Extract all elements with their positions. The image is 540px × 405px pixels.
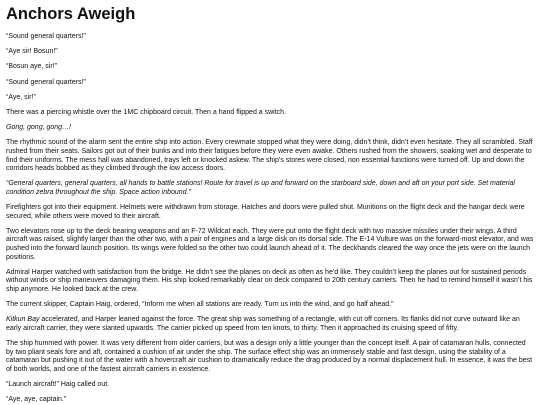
story-body bbox=[6, 33, 534, 405]
paragraph-text: accelerated, and Harper leaned against the force. The great ship was something of a rectangle, with cut off corners. Its flanks did not curve outward like an early aircraft carrier, they were slanted upwards. The carrier picked up speed from ten knots, to thirty. Then it approached its cruising speed of fifty. bbox=[6, 316, 520, 332]
story-paragraph: “Sound general quarters!” bbox=[6, 33, 86, 40]
story-paragraph: “Sound general quarters!” bbox=[6, 78, 86, 86]
story-paragraph: Gong, gong, gong…! bbox=[6, 124, 71, 132]
document-title: Anchors Aweigh bbox=[6, 5, 136, 23]
story-paragraph: “Bosun aye, sir!” bbox=[6, 63, 57, 71]
story-paragraph: “Launch aircraft!” Haig called out. bbox=[6, 381, 110, 389]
story-paragraph: “Aye, sir!” bbox=[6, 93, 36, 101]
story-paragraph: The ship hummed with power. It was very different from older carriers, but was a design only a little younger than the concept itself. A pair of catamaran hulls, connected by two pliant seals fore and aft, contained a cushion of air under the ship. The surface effect ship was an immensely stable and fast design, using the stability of a catamaran but pushing it out of the water with a hovercraft air cushion to dramatically reduce the drag produced by a normal displacement hull. In essence, it was the best of both worlds, and one of the fastest aircraft carriers in existence. bbox=[6, 340, 533, 373]
story-paragraph: The current skipper, Captain Haig, ordered, “Inform me when all stations are ready. Turn us into the wind, and go half ahead.” bbox=[6, 301, 394, 309]
story-paragraph: There was a piercing whistle over the 1MC chipboard circuit. Then a hand flipped a switch. bbox=[6, 108, 287, 116]
story-paragraph: Two elevators rose up to the deck bearing weapons and an F-72 Wildcat each. They were put onto the flight deck with two massive missiles under their wings. A third aircraft was raised, slightly larger than the other two, with a pair of engines and a large disk on its dorsal side. The E-14 Vulture was on the forward-most elevator, and was pushed into the forward launch position. Its wings were folded so the other two could launch ahead of it. The deckhands cleared the way once the jets were on the launch positions. bbox=[6, 227, 534, 261]
story-paragraph: Admiral Harper watched with satisfaction from the bridge. He didn’t see the planes on deck as often as he’d like. They couldn’t keep the planes out for sustained periods without winds or ship maneuvers damaging them. His ship looked remarkably clear on deck compared to 20th century carriers. Then he had to remind himself it wasn’t his ship anymore. He looked back at the crew. bbox=[6, 268, 533, 293]
story-paragraph: Firefighters got into their equipment. Helmets were withdrawn from storage. Hatches and doors were pulled shut. Munitions on the flight deck and the hangar deck were secured, while others were moved to their aircraft. bbox=[6, 204, 525, 220]
story-paragraph: “Aye, aye, captain.” bbox=[6, 396, 67, 404]
story-paragraph: “General quarters, general quarters, all hands to battle stations! Route for travel is up and forward on the starboard side, down and aft on your port side. Set material condition zebra throughout the ship. Space action inbound.” bbox=[6, 180, 515, 196]
story-paragraph: “Aye sir! Bosun!” bbox=[6, 48, 58, 56]
story-paragraph: The rhythmic sound of the alarm sent the entire ship into action. Every crewmate stopped what they were doing, didn’t think, didn’t even hesitate. They all scrambled. Staff rushed from their seats. Sailors got out of their bunks and into their fatigues before they were even awake. Others rushed from the showers, soaking wet and desperate to find their uniforms. The mess hall was abandoned, trays left or knocked askew. The ship’s stores were closed, non essential functions were turned off. Up and down the corridors heads bobbed as they climbed through the low access doors. bbox=[6, 139, 533, 173]
story-paragraph bbox=[6, 316, 534, 333]
ship-name: Kitkun Bay bbox=[6, 316, 40, 324]
